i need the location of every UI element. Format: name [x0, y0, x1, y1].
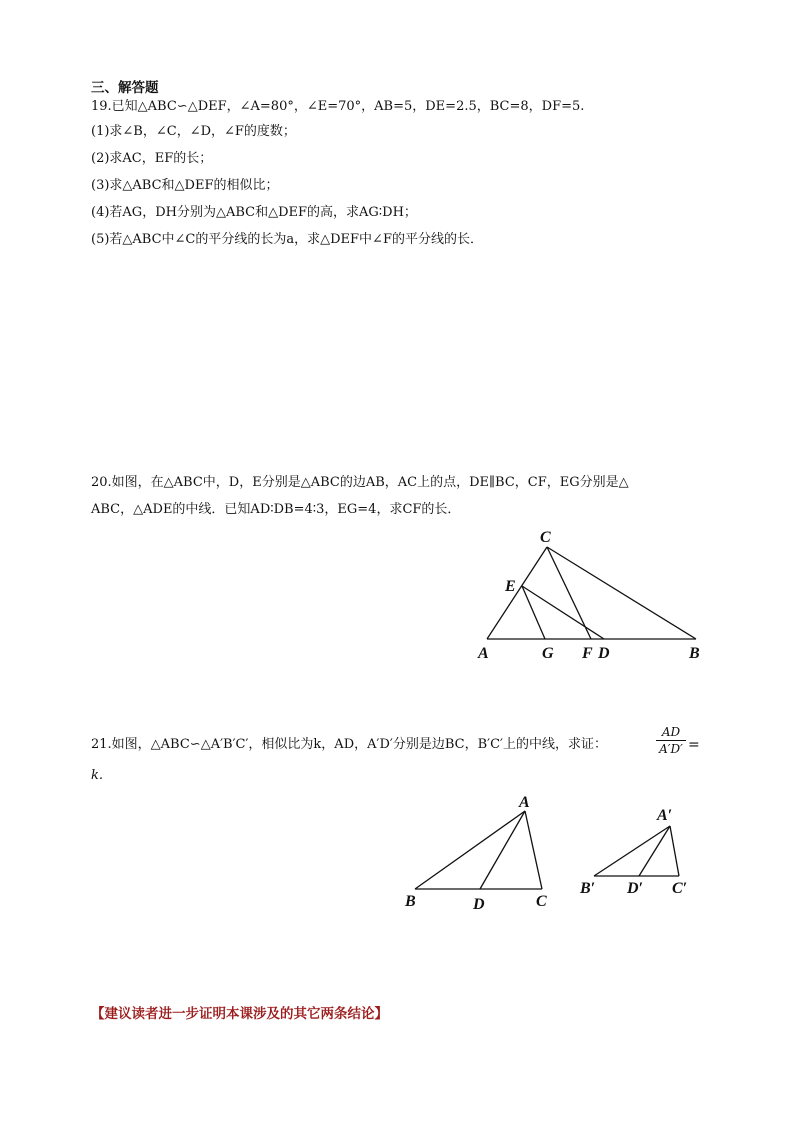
label-C: C: [536, 893, 547, 910]
segment-A1C1: [670, 826, 679, 876]
segment-AC: [487, 547, 547, 639]
q21-stem-line-1: 21.如图，△ABC∽△A′B′C′，相似比为k，AD，A′D′分别是边BC，B′C′上的中线，求证：: [91, 737, 607, 752]
label-F: F: [582, 645, 593, 662]
label-B: B: [405, 893, 416, 910]
label-C-prime: C′: [672, 880, 688, 897]
q20-figure: [470, 525, 710, 665]
segment-B1A1: [594, 826, 670, 876]
label-D-prime: D′: [627, 880, 644, 897]
segment-ED: [522, 586, 604, 639]
label-B: B: [689, 645, 700, 662]
label-D: D: [473, 896, 485, 913]
label-D: D: [598, 645, 610, 662]
q19-part-4: (4)若AG，DH分别为△ABC和△DEF的高，求AG∶DH；: [91, 205, 417, 220]
segment-AD: [480, 811, 525, 889]
section-title: 三、解答题: [91, 80, 159, 96]
label-E: E: [505, 578, 516, 595]
label-B-prime: B′: [580, 880, 596, 897]
q20-stem-line-2: ABC，△ADE的中线．已知AD∶DB=4∶3，EG=4，求CF的长．: [91, 502, 461, 517]
fraction-AD-over-A1D1: [656, 725, 686, 756]
segment-A1D1: [639, 826, 670, 876]
fraction-numerator: AD: [656, 725, 686, 741]
label-A-prime: A′: [657, 807, 673, 824]
q21-figure-left: [400, 790, 565, 915]
q21-figure-right: [575, 800, 705, 905]
label-A: A: [519, 794, 530, 811]
equals-sign: =: [688, 737, 700, 753]
q19-part-2: (2)求AC，EF的长；: [91, 151, 213, 166]
q20-stem-line-1: 20.如图，在△ABC中，D，E分别是△ABC的边AB，AC上的点，DE∥BC，CF，EG分别是△: [91, 475, 629, 490]
segment-AC: [525, 811, 542, 889]
label-C: C: [540, 529, 551, 546]
segment-BA: [415, 811, 525, 889]
fraction-denominator: A′D′: [659, 742, 683, 756]
further-proof-notice: 【建议读者进一步证明本课涉及的其它两条结论】: [91, 1006, 388, 1022]
q19-part-5: (5)若△ABC中∠C的平分线的长为a，求△DEF中∠F的平分线的长．: [91, 232, 483, 247]
label-A: A: [478, 645, 489, 662]
label-G: G: [542, 645, 554, 662]
q19-stem: 19.已知△ABC∽△DEF，∠A=80°，∠E=70°，AB=5，DE=2.5，BC=8，DF=5.: [91, 99, 585, 114]
q19-part-3: (3)求△ABC和△DEF的相似比；: [91, 178, 279, 193]
q19-part-1: (1)求∠B，∠C，∠D，∠F的度数；: [91, 124, 296, 139]
q21-stem-line-2: k.: [91, 768, 104, 783]
